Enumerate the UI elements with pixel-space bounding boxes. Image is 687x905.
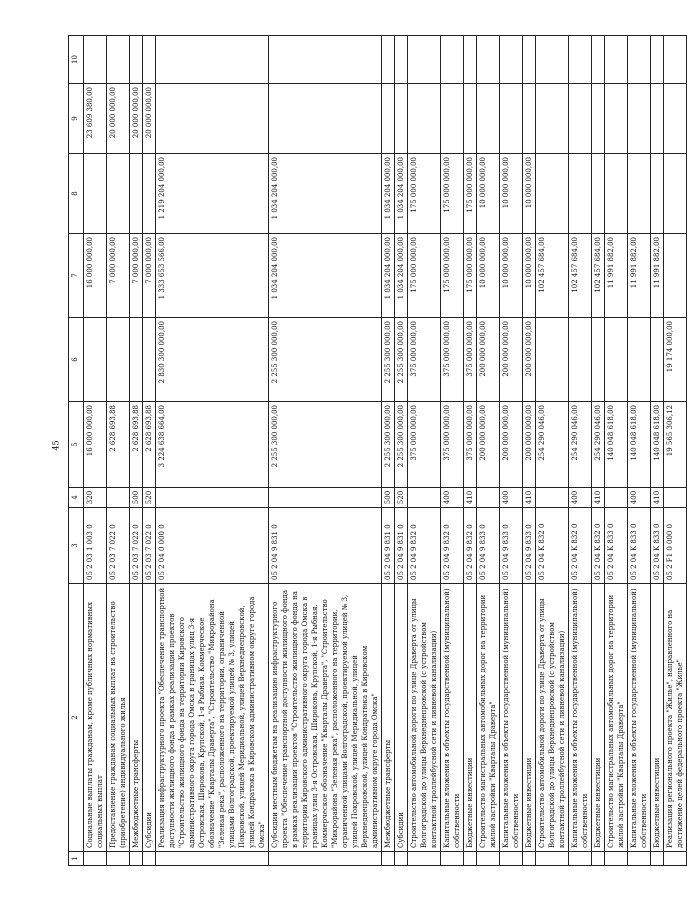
item-name: Бюджетные инвестиции bbox=[592, 584, 605, 852]
amount-cell: 175 000 000,00 bbox=[464, 234, 477, 318]
amount-cell bbox=[664, 154, 687, 234]
item-name: Социальные выплаты гражданам, кроме публичных нормативных социальных выплат bbox=[84, 584, 107, 852]
budget-code: 05 2 04 0 000 0 bbox=[156, 508, 269, 584]
amount-cell: 11 991 882,00 bbox=[605, 234, 628, 318]
amount-cell bbox=[569, 154, 592, 234]
row-cell bbox=[395, 852, 408, 866]
row-cell bbox=[408, 852, 441, 866]
table-row bbox=[107, 36, 130, 866]
budget-code: 05 2 04 9 833 0 bbox=[500, 508, 523, 584]
amount-cell bbox=[84, 154, 107, 234]
amount-cell bbox=[107, 318, 130, 402]
item-name: Строительство магистральных автомобильных дорог на территории жилой застройки "Кварталы Драверта" bbox=[605, 584, 628, 852]
budget-code: 05 2 04 9 832 0 bbox=[464, 508, 477, 584]
expense-type: 400 bbox=[628, 488, 651, 508]
amount-cell bbox=[130, 36, 143, 84]
amount-cell bbox=[500, 36, 523, 84]
amount-cell bbox=[107, 36, 130, 84]
amount-cell: 102 457 684,00 bbox=[592, 234, 605, 318]
amount-cell: 2 255 300 000,00 bbox=[269, 402, 382, 488]
amount-cell: 200 000 000,00 bbox=[500, 402, 523, 488]
row-cell bbox=[523, 852, 536, 866]
amount-cell: 3 224 638 664,00 bbox=[156, 402, 269, 488]
item-name: Бюджетные инвестиции bbox=[651, 584, 664, 852]
amount-cell bbox=[628, 84, 651, 154]
amount-cell bbox=[441, 36, 464, 84]
amount-cell bbox=[651, 154, 664, 234]
row-cell bbox=[382, 852, 395, 866]
table-row bbox=[477, 36, 500, 866]
item-name: Капитальные вложения в объекты государственной (муниципальной) собственности bbox=[569, 584, 592, 852]
column-header: 2 bbox=[69, 584, 84, 852]
amount-cell: 10 000 000,00 bbox=[500, 234, 523, 318]
amount-cell: 7 000 000,00 bbox=[107, 234, 130, 318]
table-row bbox=[156, 36, 269, 866]
column-header: 3 bbox=[69, 508, 84, 584]
amount-cell bbox=[464, 36, 477, 84]
amount-cell: 375 000 000,00 bbox=[441, 318, 464, 402]
row-cell bbox=[536, 852, 569, 866]
expense-type bbox=[664, 488, 687, 508]
amount-cell: 140 048 618,00 bbox=[605, 402, 628, 488]
budget-code: 05 2 03 7 022 0 bbox=[143, 508, 156, 584]
amount-cell: 16 000 000,00 bbox=[84, 402, 107, 488]
row-cell bbox=[500, 852, 523, 866]
amount-cell: 2 255 300 000,00 bbox=[395, 318, 408, 402]
amount-cell bbox=[441, 84, 464, 154]
column-header: 4 bbox=[69, 488, 84, 508]
row-cell bbox=[269, 852, 382, 866]
budget-code: 05 2 04 9 831 0 bbox=[382, 508, 395, 584]
amount-cell bbox=[143, 36, 156, 84]
row-cell bbox=[130, 852, 143, 866]
amount-cell bbox=[628, 36, 651, 84]
column-header: 5 bbox=[69, 402, 84, 488]
amount-cell: 1 034 204 000,00 bbox=[269, 154, 382, 234]
table-row bbox=[408, 36, 441, 866]
amount-cell bbox=[536, 84, 569, 154]
column-header: 1 bbox=[69, 852, 84, 866]
amount-cell: 102 457 684,00 bbox=[569, 234, 592, 318]
table-row bbox=[464, 36, 477, 866]
amount-cell: 10 000 000,00 bbox=[477, 234, 500, 318]
amount-cell bbox=[628, 154, 651, 234]
amount-cell: 175 000 000,00 bbox=[408, 234, 441, 318]
amount-cell bbox=[477, 84, 500, 154]
amount-cell bbox=[107, 154, 130, 234]
amount-cell bbox=[569, 318, 592, 402]
budget-code: 05 2 04 K 832 0 bbox=[536, 508, 569, 584]
budget-code: 05 2 03 1 003 0 bbox=[84, 508, 107, 584]
amount-cell bbox=[664, 234, 687, 318]
table-row bbox=[441, 36, 464, 866]
table-row bbox=[536, 36, 569, 866]
amount-cell bbox=[269, 36, 382, 84]
budget-code: 05 2 04 9 833 0 bbox=[523, 508, 536, 584]
amount-cell: 375 000 000,00 bbox=[408, 402, 441, 488]
amount-cell bbox=[592, 36, 605, 84]
table-row bbox=[500, 36, 523, 866]
row-cell bbox=[651, 852, 664, 866]
amount-cell: 7 000 000,00 bbox=[130, 234, 143, 318]
item-name: Строительство автомобильной дороги по улице Драверта от улицы Волгоградской до улицы Верхнеднепровской (с устройством контактной троллейбусной сети и ливневой канализации) bbox=[408, 584, 441, 852]
amount-cell bbox=[408, 36, 441, 84]
budget-code: 05 2 04 K 832 0 bbox=[592, 508, 605, 584]
item-name: Строительство магистральных автомобильных дорог на территории жилой застройки "Кварталы Драверта" bbox=[477, 584, 500, 852]
amount-cell: 200 000 000,00 bbox=[477, 402, 500, 488]
item-name: Межбюджетные трансферты bbox=[382, 584, 395, 852]
amount-cell bbox=[651, 36, 664, 84]
amount-cell: 10 000 000,00 bbox=[523, 154, 536, 234]
expense-type: 410 bbox=[523, 488, 536, 508]
amount-cell: 1 333 653 566,00 bbox=[156, 234, 269, 318]
table-row bbox=[664, 36, 687, 866]
amount-cell: 2 255 300 000,00 bbox=[395, 402, 408, 488]
budget-table-rotated bbox=[68, 36, 684, 866]
budget-code: 05 2 03 7 022 0 bbox=[130, 508, 143, 584]
table-row bbox=[143, 36, 156, 866]
amount-cell bbox=[84, 36, 107, 84]
expense-type: 410 bbox=[592, 488, 605, 508]
row-cell bbox=[477, 852, 500, 866]
expense-type bbox=[107, 488, 130, 508]
amount-cell: 200 000 000,00 bbox=[500, 318, 523, 402]
expense-type: 410 bbox=[651, 488, 664, 508]
amount-cell bbox=[605, 318, 628, 402]
item-name: Капитальные вложения в объекты государственной (муниципальной) собственности bbox=[441, 584, 464, 852]
amount-cell: 254 290 046,00 bbox=[536, 402, 569, 488]
table-row bbox=[269, 36, 382, 866]
row-cell bbox=[605, 852, 628, 866]
column-header: 8 bbox=[69, 154, 84, 234]
amount-cell bbox=[605, 84, 628, 154]
amount-cell: 375 000 000,00 bbox=[408, 318, 441, 402]
item-name: Реализация регионального проекта "Жилье", направленного на достижение целей федерального проекта "Жилье" bbox=[664, 584, 687, 852]
amount-cell bbox=[382, 36, 395, 84]
budget-table bbox=[68, 35, 687, 866]
amount-cell: 254 290 046,00 bbox=[569, 402, 592, 488]
item-name: Субсидии bbox=[395, 584, 408, 852]
row-cell bbox=[107, 852, 130, 866]
amount-cell: 1 034 204 000,00 bbox=[382, 234, 395, 318]
expense-type bbox=[536, 488, 569, 508]
row-cell bbox=[156, 852, 269, 866]
amount-cell: 1 034 204 000,00 bbox=[382, 154, 395, 234]
amount-cell: 1 219 204 000,00 bbox=[156, 154, 269, 234]
amount-cell: 2 255 300 000,00 bbox=[269, 318, 382, 402]
amount-cell: 375 000 000,00 bbox=[441, 402, 464, 488]
amount-cell: 200 000 000,00 bbox=[523, 402, 536, 488]
amount-cell: 1 034 204 000,00 bbox=[395, 154, 408, 234]
amount-cell bbox=[523, 84, 536, 154]
expense-type bbox=[408, 488, 441, 508]
table-row bbox=[523, 36, 536, 866]
budget-code: 05 2 04 9 833 0 bbox=[477, 508, 500, 584]
amount-cell bbox=[536, 154, 569, 234]
expense-type: 400 bbox=[441, 488, 464, 508]
amount-cell: 102 457 684,00 bbox=[536, 234, 569, 318]
item-name: Предоставление гражданам социальных выплат на строительство (приобретение) индивидуального жилья bbox=[107, 584, 130, 852]
row-cell bbox=[84, 852, 107, 866]
amount-cell bbox=[130, 154, 143, 234]
expense-type bbox=[477, 488, 500, 508]
amount-cell bbox=[156, 84, 269, 154]
table-row bbox=[605, 36, 628, 866]
item-name: Капитальные вложения в объекты государственной (муниципальной) собственности bbox=[628, 584, 651, 852]
amount-cell bbox=[269, 84, 382, 154]
amount-cell: 2 628 693,88 bbox=[143, 402, 156, 488]
expense-type bbox=[156, 488, 269, 508]
amount-cell: 11 991 882,00 bbox=[651, 234, 664, 318]
table-row bbox=[628, 36, 651, 866]
amount-cell: 254 290 046,00 bbox=[592, 402, 605, 488]
amount-cell bbox=[408, 84, 441, 154]
amount-cell bbox=[523, 36, 536, 84]
amount-cell: 10 000 000,00 bbox=[477, 154, 500, 234]
amount-cell bbox=[651, 318, 664, 402]
amount-cell bbox=[156, 36, 269, 84]
amount-cell: 200 000 000,00 bbox=[523, 318, 536, 402]
amount-cell bbox=[477, 36, 500, 84]
table-row bbox=[382, 36, 395, 866]
amount-cell bbox=[382, 84, 395, 154]
amount-cell bbox=[395, 84, 408, 154]
amount-cell: 20 000 000,00 bbox=[107, 84, 130, 154]
row-cell bbox=[441, 852, 464, 866]
amount-cell bbox=[605, 154, 628, 234]
expense-type: 500 bbox=[382, 488, 395, 508]
expense-type: 320 bbox=[84, 488, 107, 508]
column-header: 9 bbox=[69, 84, 84, 154]
expense-type: 410 bbox=[464, 488, 477, 508]
item-name: Бюджетные инвестиции bbox=[464, 584, 477, 852]
table-row bbox=[395, 36, 408, 866]
amount-cell bbox=[592, 84, 605, 154]
amount-cell bbox=[143, 154, 156, 234]
item-name: Капитальные вложения в объекты государственной (муниципальной) собственности bbox=[500, 584, 523, 852]
expense-type bbox=[605, 488, 628, 508]
expense-type: 500 bbox=[130, 488, 143, 508]
amount-cell bbox=[651, 84, 664, 154]
amount-cell: 2 255 300 000,00 bbox=[382, 318, 395, 402]
row-cell bbox=[143, 852, 156, 866]
budget-code: 05 2 F1 0 000 0 bbox=[664, 508, 687, 584]
budget-code: 05 2 04 K 833 0 bbox=[651, 508, 664, 584]
row-cell bbox=[464, 852, 477, 866]
budget-code: 05 2 04 K 832 0 bbox=[569, 508, 592, 584]
row-cell bbox=[592, 852, 605, 866]
expense-type bbox=[269, 488, 382, 508]
amount-cell: 2 255 300 000,00 bbox=[382, 402, 395, 488]
item-name: Межбюджетные трансферты bbox=[130, 584, 143, 852]
amount-cell: 375 000 000,00 bbox=[464, 402, 477, 488]
budget-code: 05 2 04 K 833 0 bbox=[628, 508, 651, 584]
item-name: Субсидии bbox=[143, 584, 156, 852]
amount-cell bbox=[536, 36, 569, 84]
amount-cell: 175 000 000,00 bbox=[441, 234, 464, 318]
amount-cell: 19 174 000,00 bbox=[664, 318, 687, 402]
row-cell bbox=[628, 852, 651, 866]
table-row bbox=[130, 36, 143, 866]
expense-type: 400 bbox=[569, 488, 592, 508]
budget-code: 05 2 04 9 832 0 bbox=[408, 508, 441, 584]
amount-cell: 140 048 618,00 bbox=[628, 402, 651, 488]
amount-cell: 16 000 000,00 bbox=[84, 234, 107, 318]
amount-cell: 1 034 204 000,00 bbox=[395, 234, 408, 318]
amount-cell: 7 000 000,00 bbox=[143, 234, 156, 318]
column-header: 6 bbox=[69, 318, 84, 402]
item-name: Реализация инфраструктурного проекта "Обеспечение транспортной доступности жилищного фонда в рамках реализации проектов "Строительство жилищного фонда на территории Кировского административного округа города Омска в границах улиц 3-я Островская, Широкова, Крупской, 1-я Рыбная. Коммерческое обозначение "Кварталы Драверта", "Строительство "Микрорайона "Зеленая река", расположенного на территории, ограниченной улицами Волгоградской, проектируемой улицей № 3, улицей Покровской, улицей Меридиальной, улицей Верхнеднепровской, улицей Кондратюка в Кировском административном округе города Омска" bbox=[156, 584, 269, 852]
amount-cell: 11 991 882,00 bbox=[628, 234, 651, 318]
column-number-row bbox=[69, 36, 84, 866]
amount-cell: 10 000 000,00 bbox=[523, 234, 536, 318]
amount-cell bbox=[395, 36, 408, 84]
amount-cell bbox=[569, 36, 592, 84]
amount-cell: 1 034 204 000,00 bbox=[269, 234, 382, 318]
amount-cell bbox=[464, 84, 477, 154]
amount-cell: 2 628 693,88 bbox=[107, 402, 130, 488]
table-body bbox=[84, 36, 687, 866]
column-header: 7 bbox=[69, 234, 84, 318]
amount-cell bbox=[628, 318, 651, 402]
amount-cell: 20 000 000,00 bbox=[130, 84, 143, 154]
item-name: Строительство автомобильной дороги по улице Драверта от улицы Волгоградской до улицы Верхнеднепровской (с устройством контактной троллейбусной сети и ливневой канализации) bbox=[536, 584, 569, 852]
amount-cell: 23 609 380,00 bbox=[84, 84, 107, 154]
expense-type: 520 bbox=[143, 488, 156, 508]
amount-cell bbox=[536, 318, 569, 402]
amount-cell: 20 000 000,00 bbox=[143, 84, 156, 154]
amount-cell bbox=[592, 318, 605, 402]
amount-cell: 10 000 000,00 bbox=[500, 154, 523, 234]
amount-cell: 175 000 000,00 bbox=[464, 154, 477, 234]
row-cell bbox=[569, 852, 592, 866]
column-header: 10 bbox=[69, 36, 84, 84]
budget-code: 05 2 04 9 831 0 bbox=[395, 508, 408, 584]
budget-code: 05 2 04 K 833 0 bbox=[605, 508, 628, 584]
amount-cell bbox=[500, 84, 523, 154]
budget-code: 05 2 04 9 831 0 bbox=[269, 508, 382, 584]
table-row bbox=[651, 36, 664, 866]
amount-cell: 175 000 000,00 bbox=[408, 154, 441, 234]
amount-cell bbox=[84, 318, 107, 402]
expense-type: 520 bbox=[395, 488, 408, 508]
row-cell bbox=[664, 852, 687, 866]
page-number: 45 bbox=[51, 440, 61, 451]
amount-cell bbox=[143, 318, 156, 402]
amount-cell: 375 000 000,00 bbox=[464, 318, 477, 402]
budget-code: 05 2 04 9 832 0 bbox=[441, 508, 464, 584]
expense-type: 400 bbox=[500, 488, 523, 508]
amount-cell: 2 628 693,88 bbox=[130, 402, 143, 488]
amount-cell bbox=[664, 84, 687, 154]
amount-cell bbox=[130, 318, 143, 402]
amount-cell: 2 830 300 000,00 bbox=[156, 318, 269, 402]
amount-cell bbox=[569, 84, 592, 154]
amount-cell: 140 048 618,00 bbox=[651, 402, 664, 488]
amount-cell bbox=[592, 154, 605, 234]
table-row bbox=[84, 36, 107, 866]
table-row bbox=[592, 36, 605, 866]
amount-cell: 175 000 000,00 bbox=[441, 154, 464, 234]
item-name: Бюджетные инвестиции bbox=[523, 584, 536, 852]
table-row bbox=[569, 36, 592, 866]
amount-cell: 19 565 306,12 bbox=[664, 402, 687, 488]
amount-cell bbox=[664, 36, 687, 84]
amount-cell bbox=[605, 36, 628, 84]
amount-cell: 200 000 000,00 bbox=[477, 318, 500, 402]
item-name: Субсидии местным бюджетам на реализацию инфраструктурного проекта "Обеспечение транспортной доступности жилищного фонда в рамках реализации проектов "Строительство жилищного фонда на территории Кировского административного округа города Омска в границах улиц 3-я Островская, Широкова, Крупской, 1-я Рыбная. Коммерческое обозначение "Кварталы Драверта", "Строительство "Микрорайона "Зеленая река", расположенного на территории, ограниченной улицами Волгоградской, проектируемой улицей № 3, улицей Покровской, улицей Меридиальной, улицей Верхнеднепровской, улицей Кондратюка в Кировском административном округе города Омска" bbox=[269, 584, 382, 852]
budget-code: 05 2 03 7 022 0 bbox=[107, 508, 130, 584]
